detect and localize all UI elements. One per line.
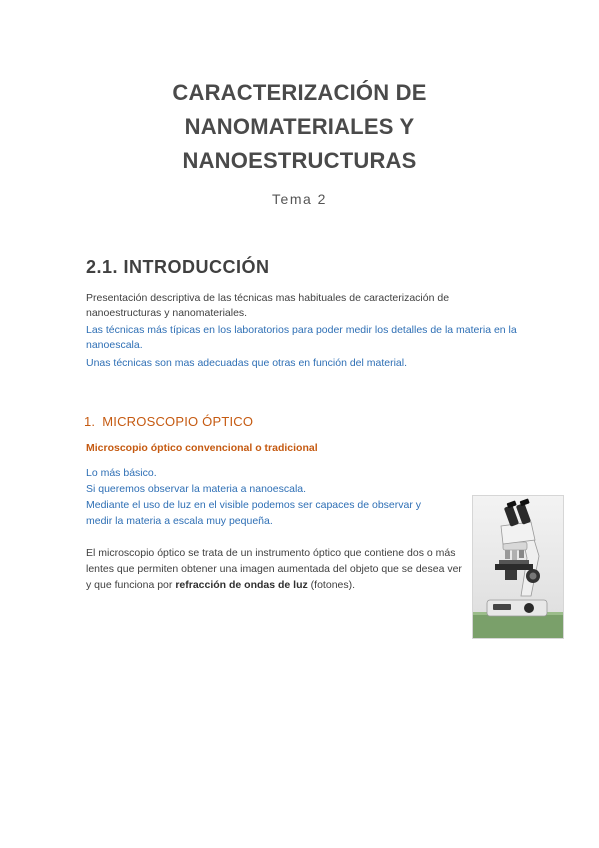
list-item: Lo más básico. [86, 467, 157, 479]
title-line-3: NANOESTRUCTURAS [182, 148, 417, 173]
section-1-heading [84, 414, 253, 429]
intro-paragraph-2: Las técnicas más típicas en los laboratorios para poder medir los detalles de la materia en la nanoescala. [86, 324, 517, 351]
list-item: medir la materia a escala muy pequeña. [86, 515, 273, 527]
document-title [0, 76, 599, 178]
description-text-start: El microscopio óptico se trata de un instrumento óptico que contiene dos o más lentes que permiten obtener una imagen aumentada del objeto que se desea ver y que funciona por [86, 547, 462, 591]
microscope-photo [472, 495, 564, 639]
intro-heading: 2.1. INTRODUCCIÓN [86, 257, 270, 277]
section-1-number: 1. [84, 414, 96, 429]
intro-paragraph-3: Unas técnicas son mas adecuadas que otras en función del material. [86, 357, 408, 369]
list-item: Mediante el uso de luz en el visible podemos ser capaces de observar y [86, 499, 422, 511]
description-text-end: (fotones). [307, 579, 356, 591]
list-item: Si queremos observar la materia a nanoescala. [86, 483, 307, 495]
microscope-description [86, 545, 466, 593]
title-line-1: CARACTERIZACIÓN DE [172, 80, 427, 105]
intro-paragraph-1: Presentación descriptiva de las técnicas mas habituales de caracterización de nanoestructuras y nanomateriales. [86, 292, 450, 319]
title-line-2: NANOMATERIALES Y [184, 114, 415, 139]
document-subtitle: Tema 2 [272, 191, 327, 207]
section-1-list [86, 465, 456, 529]
description-bold-term: refracción de ondas de luz [175, 579, 308, 591]
section-1-heading-text: MICROSCOPIO ÓPTICO [102, 414, 254, 429]
section-1-subheading: Microscopio óptico convencional o tradicional [86, 442, 318, 454]
